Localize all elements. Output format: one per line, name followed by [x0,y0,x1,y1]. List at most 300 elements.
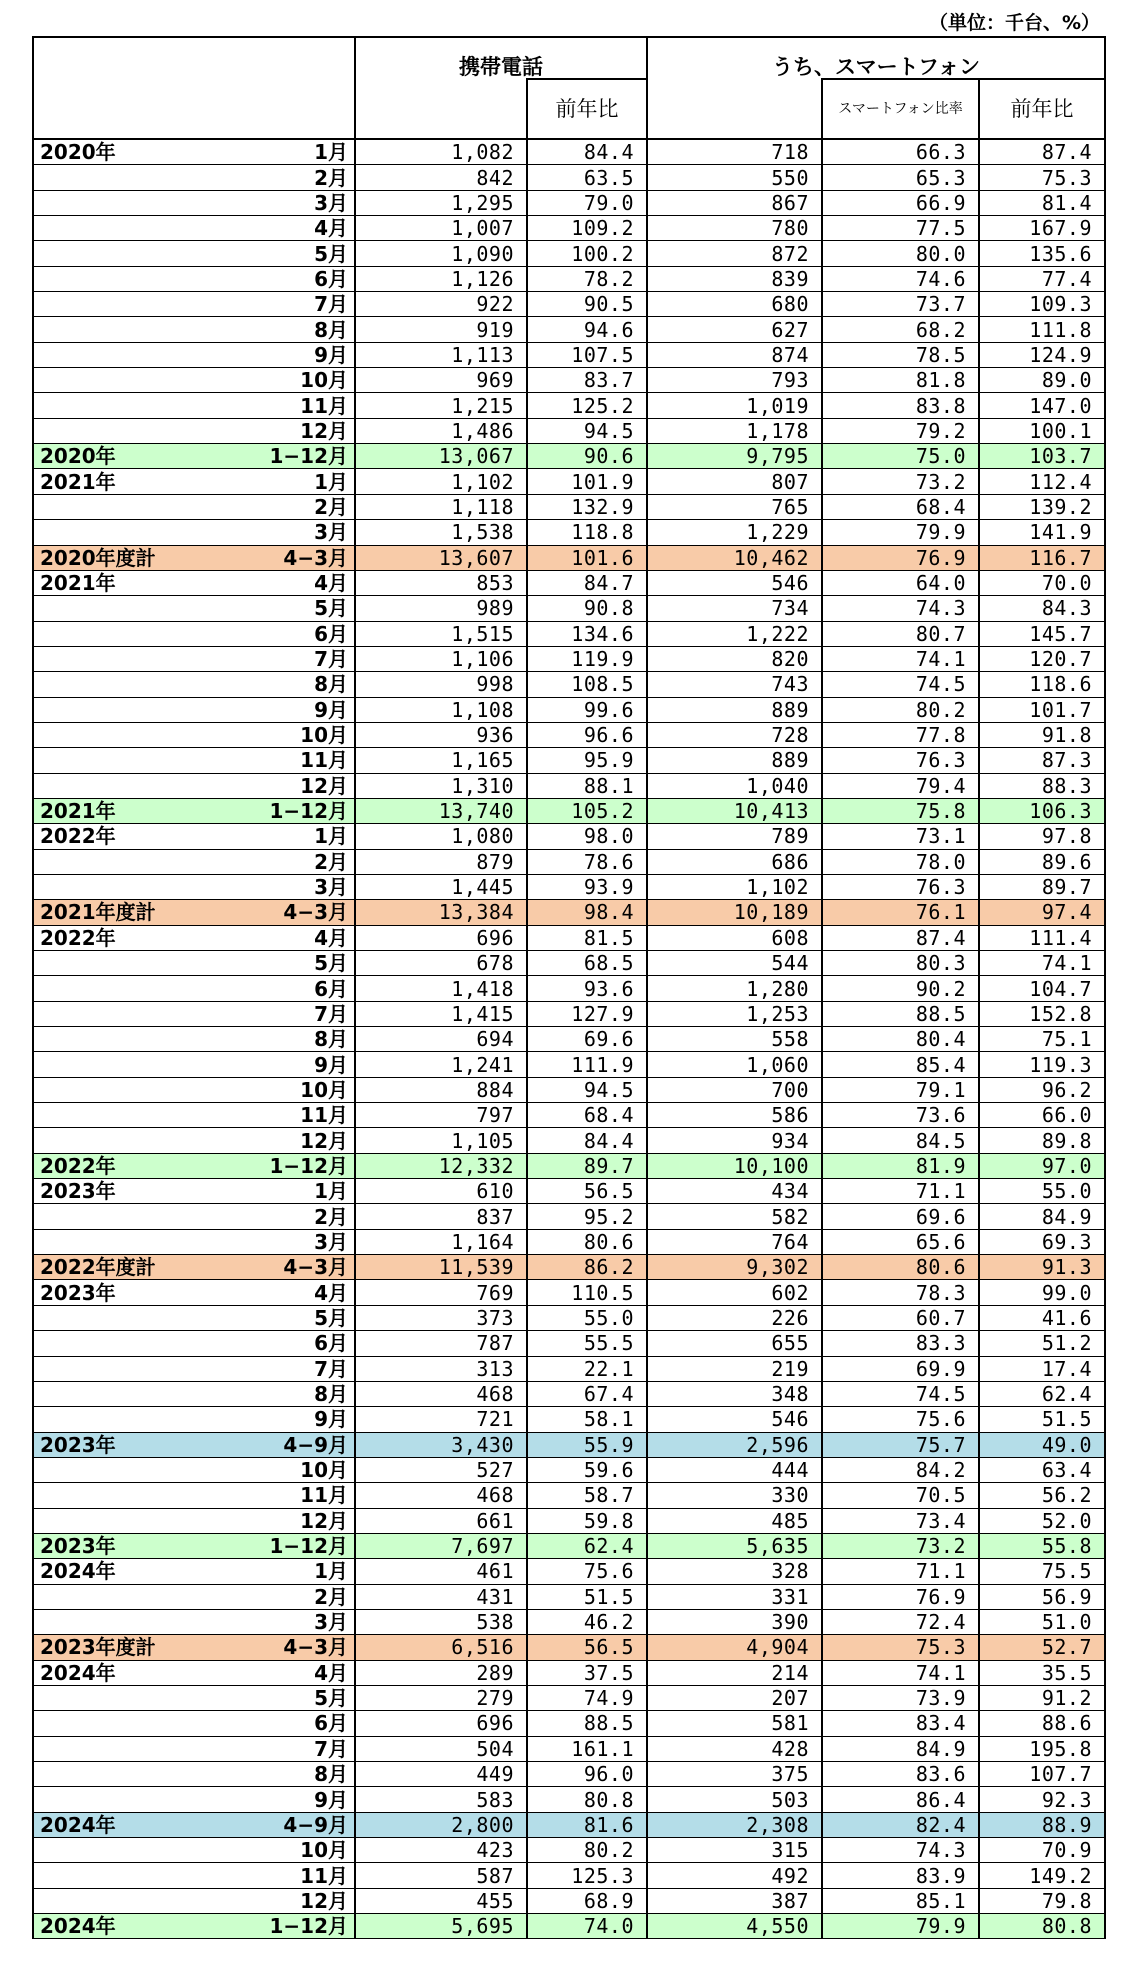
row-month: 4月 [223,1280,355,1305]
header-yoy: 前年比 [527,79,647,139]
row-label [33,1356,223,1381]
cell-mobile-units: 769 [355,1280,527,1305]
row-month: 1−12月 [223,798,355,823]
row-label: 2021年度計 [33,900,223,925]
cell-mobile-units: 12,332 [355,1153,527,1178]
cell-mobile-yoy: 46.2 [527,1609,647,1634]
cell-smartphone-units: 10,462 [647,545,822,570]
cell-smartphone-yoy: 80.8 [979,1914,1105,1939]
cell-smartphone-units: 546 [647,1407,822,1432]
cell-mobile-units: 313 [355,1356,527,1381]
cell-smartphone-yoy: 107.7 [979,1762,1105,1787]
cell-mobile-units: 1,080 [355,824,527,849]
row-label [33,621,223,646]
cell-smartphone-ratio: 73.9 [822,1685,979,1710]
cell-mobile-yoy: 56.5 [527,1179,647,1204]
cell-smartphone-yoy: 106.3 [979,798,1105,823]
table-row [33,1381,1105,1406]
cell-mobile-units: 1,310 [355,773,527,798]
cell-smartphone-units: 315 [647,1838,822,1863]
cell-smartphone-ratio: 78.3 [822,1280,979,1305]
cell-smartphone-yoy: 99.0 [979,1280,1105,1305]
cell-smartphone-yoy: 70.9 [979,1838,1105,1863]
table-row-fiscal-total [33,900,1105,925]
table-row-year-total [33,1914,1105,1939]
row-label [33,1229,223,1254]
cell-mobile-units: 610 [355,1179,527,1204]
cell-smartphone-yoy: 84.3 [979,596,1105,621]
row-label [33,646,223,671]
cell-smartphone-ratio: 73.2 [822,469,979,494]
cell-smartphone-units: 764 [647,1229,822,1254]
cell-smartphone-units: 889 [647,697,822,722]
table-row [33,494,1105,519]
table-row [33,190,1105,215]
cell-smartphone-yoy: 77.4 [979,266,1105,291]
cell-smartphone-units: 867 [647,190,822,215]
cell-smartphone-ratio: 74.3 [822,1838,979,1863]
cell-smartphone-units: 820 [647,646,822,671]
cell-mobile-units: 936 [355,722,527,747]
row-label [33,266,223,291]
cell-smartphone-yoy: 120.7 [979,646,1105,671]
cell-mobile-yoy: 58.7 [527,1483,647,1508]
cell-smartphone-ratio: 66.9 [822,190,979,215]
cell-mobile-yoy: 127.9 [527,1001,647,1026]
row-month: 12月 [223,773,355,798]
table-row [33,1508,1105,1533]
table-row [33,1001,1105,1026]
row-label: 2023年 [33,1533,223,1558]
row-month: 2月 [223,1584,355,1609]
cell-smartphone-units: 331 [647,1584,822,1609]
cell-smartphone-units: 390 [647,1609,822,1634]
cell-mobile-yoy: 90.6 [527,444,647,469]
cell-mobile-units: 2,800 [355,1812,527,1837]
table-row [33,1103,1105,1128]
cell-mobile-units: 1,090 [355,241,527,266]
table-row [33,1179,1105,1204]
row-label [33,342,223,367]
cell-mobile-yoy: 80.6 [527,1229,647,1254]
row-label [33,368,223,393]
cell-smartphone-ratio: 70.5 [822,1483,979,1508]
table-row-year-total [33,1533,1105,1558]
cell-smartphone-units: 387 [647,1888,822,1913]
cell-mobile-units: 661 [355,1508,527,1533]
cell-mobile-yoy: 80.2 [527,1838,647,1863]
row-month: 3月 [223,874,355,899]
row-label: 2023年度計 [33,1635,223,1660]
row-month: 1−12月 [223,1533,355,1558]
cell-mobile-units: 13,740 [355,798,527,823]
cell-mobile-units: 11,539 [355,1255,527,1280]
cell-mobile-yoy: 74.0 [527,1914,647,1939]
cell-mobile-units: 1,105 [355,1128,527,1153]
cell-mobile-units: 1,106 [355,646,527,671]
cell-smartphone-ratio: 60.7 [822,1305,979,1330]
row-month: 1−12月 [223,444,355,469]
cell-smartphone-units: 330 [647,1483,822,1508]
cell-smartphone-ratio: 80.6 [822,1255,979,1280]
table-row [33,1888,1105,1913]
cell-mobile-units: 468 [355,1381,527,1406]
cell-mobile-yoy: 81.5 [527,925,647,950]
row-label [33,874,223,899]
cell-smartphone-ratio: 69.6 [822,1204,979,1229]
row-month: 11月 [223,1483,355,1508]
cell-mobile-yoy: 99.6 [527,697,647,722]
table-row [33,1027,1105,1052]
cell-mobile-units: 1,082 [355,139,527,165]
cell-smartphone-yoy: 88.3 [979,773,1105,798]
cell-smartphone-yoy: 112.4 [979,469,1105,494]
cell-smartphone-yoy: 118.6 [979,672,1105,697]
cell-smartphone-yoy: 75.1 [979,1027,1105,1052]
header-sp-ratio: スマートフォン比率 [822,79,979,139]
cell-smartphone-ratio: 76.9 [822,1584,979,1609]
cell-smartphone-ratio: 87.4 [822,925,979,950]
cell-smartphone-units: 4,904 [647,1635,822,1660]
cell-mobile-yoy: 68.5 [527,951,647,976]
row-label: 2023年 [33,1432,223,1457]
cell-mobile-yoy: 78.2 [527,266,647,291]
cell-mobile-yoy: 110.5 [527,1280,647,1305]
cell-smartphone-units: 492 [647,1863,822,1888]
cell-mobile-yoy: 100.2 [527,241,647,266]
cell-smartphone-ratio: 74.3 [822,596,979,621]
cell-mobile-units: 7,697 [355,1533,527,1558]
row-month: 3月 [223,1609,355,1634]
row-month: 4月 [223,1660,355,1685]
cell-smartphone-ratio: 73.7 [822,292,979,317]
row-month: 5月 [223,1305,355,1330]
cell-mobile-yoy: 84.7 [527,570,647,595]
cell-smartphone-ratio: 80.3 [822,951,979,976]
cell-smartphone-yoy: 135.6 [979,241,1105,266]
cell-smartphone-ratio: 81.8 [822,368,979,393]
table-row [33,1204,1105,1229]
table-row [33,1685,1105,1710]
table-row [33,266,1105,291]
cell-smartphone-units: 1,040 [647,773,822,798]
cell-mobile-units: 922 [355,292,527,317]
row-label [33,520,223,545]
cell-mobile-yoy: 105.2 [527,798,647,823]
row-month: 3月 [223,1229,355,1254]
cell-smartphone-yoy: 119.3 [979,1052,1105,1077]
cell-smartphone-ratio: 75.0 [822,444,979,469]
row-month: 10月 [223,368,355,393]
cell-mobile-units: 919 [355,317,527,342]
cell-smartphone-ratio: 73.2 [822,1533,979,1558]
row-label: 2024年 [33,1559,223,1584]
row-label [33,1457,223,1482]
row-label [33,1331,223,1356]
cell-smartphone-units: 581 [647,1711,822,1736]
cell-mobile-units: 879 [355,849,527,874]
row-month: 1月 [223,469,355,494]
cell-mobile-units: 13,607 [355,545,527,570]
cell-smartphone-ratio: 78.5 [822,342,979,367]
cell-smartphone-yoy: 55.0 [979,1179,1105,1204]
row-month: 9月 [223,1407,355,1432]
table-row [33,1660,1105,1685]
cell-mobile-yoy: 107.5 [527,342,647,367]
cell-smartphone-yoy: 195.8 [979,1736,1105,1761]
cell-smartphone-units: 728 [647,722,822,747]
cell-mobile-units: 696 [355,1711,527,1736]
cell-mobile-yoy: 63.5 [527,165,647,190]
cell-smartphone-units: 348 [647,1381,822,1406]
cell-mobile-yoy: 108.5 [527,672,647,697]
row-month: 1月 [223,139,355,165]
row-month: 2月 [223,1204,355,1229]
cell-mobile-yoy: 86.2 [527,1255,647,1280]
cell-smartphone-yoy: 111.4 [979,925,1105,950]
row-month: 10月 [223,1838,355,1863]
header-sp-blank [647,79,822,139]
cell-smartphone-ratio: 79.9 [822,1914,979,1939]
row-label [33,1787,223,1812]
cell-smartphone-units: 375 [647,1762,822,1787]
cell-smartphone-units: 839 [647,266,822,291]
cell-smartphone-units: 1,253 [647,1001,822,1026]
cell-mobile-yoy: 69.6 [527,1027,647,1052]
cell-mobile-units: 696 [355,925,527,950]
cell-mobile-yoy: 55.5 [527,1331,647,1356]
cell-smartphone-ratio: 77.8 [822,722,979,747]
cell-smartphone-ratio: 75.3 [822,1635,979,1660]
cell-mobile-units: 842 [355,165,527,190]
cell-smartphone-ratio: 81.9 [822,1153,979,1178]
cell-smartphone-yoy: 66.0 [979,1103,1105,1128]
row-month: 1月 [223,824,355,849]
cell-smartphone-ratio: 69.9 [822,1356,979,1381]
cell-smartphone-units: 485 [647,1508,822,1533]
row-label: 2022年 [33,824,223,849]
row-label [33,1407,223,1432]
cell-smartphone-ratio: 79.4 [822,773,979,798]
cell-mobile-units: 1,118 [355,494,527,519]
row-label [33,216,223,241]
header-row-top [33,37,1105,79]
row-label [33,1711,223,1736]
cell-mobile-units: 998 [355,672,527,697]
row-month: 11月 [223,1103,355,1128]
cell-mobile-yoy: 68.4 [527,1103,647,1128]
cell-mobile-yoy: 84.4 [527,139,647,165]
row-label [33,1027,223,1052]
cell-smartphone-units: 718 [647,139,822,165]
row-month: 8月 [223,317,355,342]
row-month: 3月 [223,520,355,545]
row-month: 1−12月 [223,1153,355,1178]
cell-mobile-yoy: 88.5 [527,1711,647,1736]
cell-smartphone-yoy: 88.6 [979,1711,1105,1736]
table-row [33,469,1105,494]
cell-smartphone-ratio: 74.5 [822,672,979,697]
cell-smartphone-yoy: 91.2 [979,1685,1105,1710]
cell-smartphone-units: 2,308 [647,1812,822,1837]
row-label [33,1508,223,1533]
cell-mobile-yoy: 132.9 [527,494,647,519]
cell-mobile-yoy: 81.6 [527,1812,647,1837]
cell-smartphone-ratio: 79.9 [822,520,979,545]
row-label: 2024年 [33,1914,223,1939]
cell-mobile-units: 853 [355,570,527,595]
cell-mobile-yoy: 93.6 [527,976,647,1001]
table-row-half-total [33,1812,1105,1837]
cell-smartphone-yoy: 75.3 [979,165,1105,190]
row-label [33,1052,223,1077]
cell-mobile-yoy: 62.4 [527,1533,647,1558]
table-row [33,368,1105,393]
row-label [33,165,223,190]
cell-mobile-yoy: 67.4 [527,1381,647,1406]
cell-mobile-yoy: 109.2 [527,216,647,241]
table-row [33,1331,1105,1356]
cell-smartphone-yoy: 41.6 [979,1305,1105,1330]
row-label: 2020年 [33,444,223,469]
row-month: 4月 [223,570,355,595]
cell-smartphone-units: 546 [647,570,822,595]
row-label: 2020年度計 [33,545,223,570]
row-month: 5月 [223,1685,355,1710]
cell-smartphone-yoy: 56.9 [979,1584,1105,1609]
table-row [33,1229,1105,1254]
row-label [33,596,223,621]
cell-smartphone-yoy: 89.0 [979,368,1105,393]
table-row [33,1077,1105,1102]
cell-smartphone-units: 1,222 [647,621,822,646]
table-row-half-total [33,1432,1105,1457]
cell-mobile-units: 884 [355,1077,527,1102]
table-row [33,317,1105,342]
row-label: 2021年 [33,469,223,494]
cell-smartphone-ratio: 82.4 [822,1812,979,1837]
cell-smartphone-units: 2,596 [647,1432,822,1457]
row-label: 2022年 [33,925,223,950]
cell-smartphone-yoy: 52.7 [979,1635,1105,1660]
cell-mobile-yoy: 96.6 [527,722,647,747]
row-label [33,1128,223,1153]
cell-smartphone-units: 608 [647,925,822,950]
cell-smartphone-units: 934 [647,1128,822,1153]
cell-mobile-units: 373 [355,1305,527,1330]
row-label: 2020年 [33,139,223,165]
row-month: 1−12月 [223,1914,355,1939]
cell-smartphone-ratio: 80.2 [822,697,979,722]
cell-smartphone-units: 1,019 [647,393,822,418]
cell-mobile-yoy: 125.2 [527,393,647,418]
cell-mobile-yoy: 74.9 [527,1685,647,1710]
cell-smartphone-units: 9,302 [647,1255,822,1280]
cell-mobile-units: 1,102 [355,469,527,494]
table-row-year-total [33,1153,1105,1178]
cell-smartphone-yoy: 52.0 [979,1508,1105,1533]
cell-mobile-units: 787 [355,1331,527,1356]
cell-smartphone-ratio: 84.5 [822,1128,979,1153]
row-label [33,849,223,874]
cell-smartphone-yoy: 49.0 [979,1432,1105,1457]
cell-smartphone-ratio: 74.5 [822,1381,979,1406]
cell-smartphone-ratio: 75.6 [822,1407,979,1432]
cell-mobile-yoy: 56.5 [527,1635,647,1660]
cell-smartphone-units: 558 [647,1027,822,1052]
cell-mobile-yoy: 94.6 [527,317,647,342]
table-row [33,1736,1105,1761]
row-month: 6月 [223,621,355,646]
cell-mobile-yoy: 84.4 [527,1128,647,1153]
cell-smartphone-ratio: 74.1 [822,646,979,671]
cell-smartphone-ratio: 83.6 [822,1762,979,1787]
cell-smartphone-yoy: 89.6 [979,849,1105,874]
row-label [33,748,223,773]
row-label [33,494,223,519]
cell-mobile-units: 1,165 [355,748,527,773]
table-row [33,1305,1105,1330]
cell-mobile-yoy: 118.8 [527,520,647,545]
cell-mobile-yoy: 88.1 [527,773,647,798]
cell-smartphone-ratio: 80.0 [822,241,979,266]
cell-smartphone-yoy: 89.7 [979,874,1105,899]
cell-smartphone-units: 434 [647,1179,822,1204]
row-month: 12月 [223,1888,355,1913]
cell-smartphone-ratio: 80.7 [822,621,979,646]
cell-mobile-units: 694 [355,1027,527,1052]
row-label [33,1838,223,1863]
cell-smartphone-yoy: 97.4 [979,900,1105,925]
cell-smartphone-yoy: 147.0 [979,393,1105,418]
cell-mobile-yoy: 98.4 [527,900,647,925]
row-month: 6月 [223,266,355,291]
cell-mobile-yoy: 59.8 [527,1508,647,1533]
cell-smartphone-units: 582 [647,1204,822,1229]
row-month: 5月 [223,596,355,621]
table-row [33,1559,1105,1584]
row-month: 12月 [223,1508,355,1533]
cell-smartphone-ratio: 79.2 [822,418,979,443]
cell-smartphone-ratio: 83.8 [822,393,979,418]
cell-mobile-units: 1,113 [355,342,527,367]
cell-mobile-yoy: 58.1 [527,1407,647,1432]
cell-smartphone-ratio: 78.0 [822,849,979,874]
cell-mobile-units: 1,126 [355,266,527,291]
row-label: 2023年 [33,1280,223,1305]
cell-smartphone-units: 586 [647,1103,822,1128]
cell-mobile-units: 455 [355,1888,527,1913]
cell-mobile-units: 3,430 [355,1432,527,1457]
cell-mobile-yoy: 134.6 [527,621,647,646]
cell-mobile-units: 1,415 [355,1001,527,1026]
cell-smartphone-units: 1,280 [647,976,822,1001]
row-label [33,1204,223,1229]
row-month: 4月 [223,925,355,950]
cell-mobile-units: 1,486 [355,418,527,443]
row-month: 8月 [223,1027,355,1052]
row-month: 4−9月 [223,1812,355,1837]
cell-mobile-yoy: 37.5 [527,1660,647,1685]
cell-smartphone-yoy: 101.7 [979,697,1105,722]
table-row [33,976,1105,1001]
cell-mobile-units: 1,215 [355,393,527,418]
row-label: 2022年 [33,1153,223,1178]
cell-smartphone-units: 789 [647,824,822,849]
table-row [33,393,1105,418]
cell-mobile-yoy: 90.8 [527,596,647,621]
cell-smartphone-yoy: 97.8 [979,824,1105,849]
